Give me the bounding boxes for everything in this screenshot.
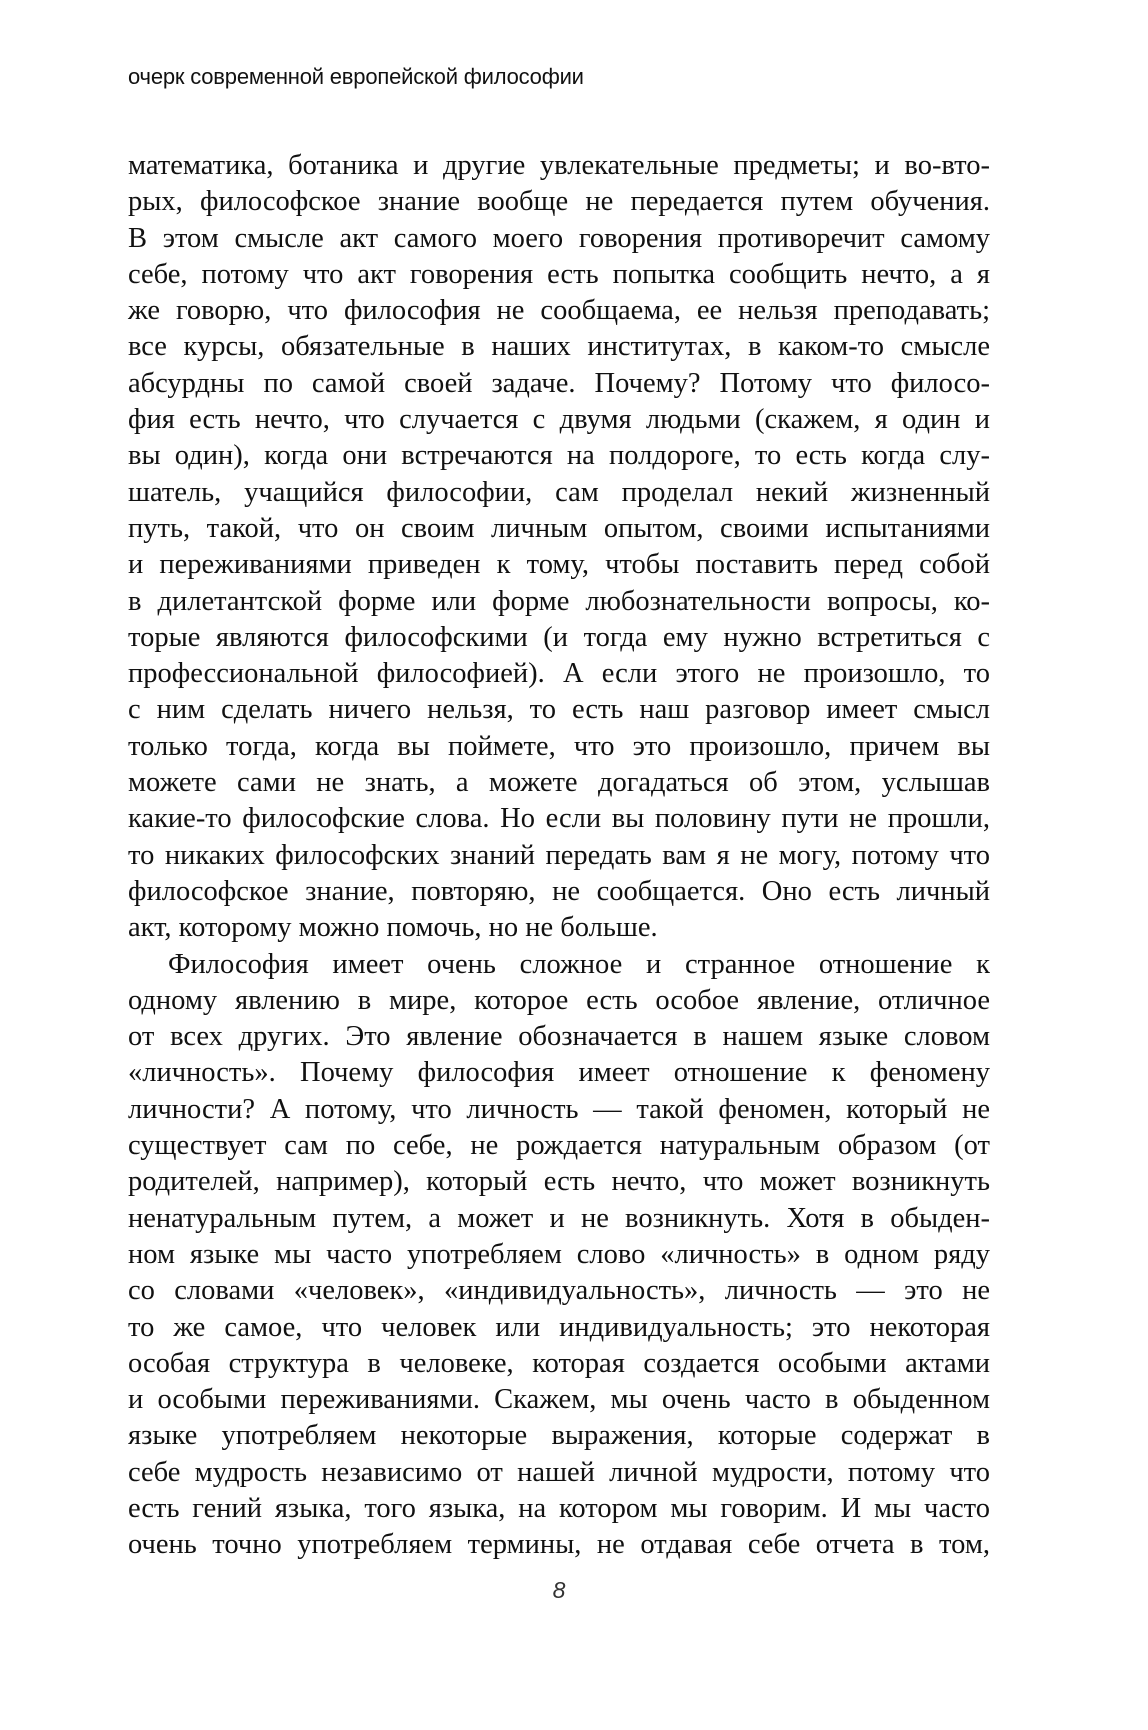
text-line: то никаких философских знаний передать вам я не могу, потому что <box>128 839 990 871</box>
paragraph-1 <box>128 148 990 947</box>
text-line: акт, которому можно помочь, но не больше. <box>128 912 658 944</box>
text-line: «личность». Почему философия имеет отношение к феномену <box>128 1057 990 1089</box>
running-head: очерк современной европейской философии <box>128 64 584 89</box>
text-line: и переживаниями приведен к тому, чтобы поставить перед собой <box>128 549 990 581</box>
text-line: то же самое, что человек или индивидуальность; это некоторая <box>128 1311 990 1343</box>
text-line: одному явлению в мире, которое есть особое явление, отличное <box>128 984 990 1016</box>
paragraph-2 <box>128 947 990 1564</box>
text-line: в дилетантской форме или форме любознательности вопросы, ко- <box>128 585 990 617</box>
text-line: себе мудрость независимо от нашей личной мудрости, потому что <box>128 1456 990 1488</box>
text-line: ненатуральным путем, а может и не возникнуть. Хотя в обыден- <box>128 1202 990 1234</box>
text-line: личности? А потому, что личность — такой феномен, который не <box>128 1093 990 1125</box>
text-line: существует сам по себе, не рождается натуральным образом (от <box>128 1130 990 1162</box>
text-line: можете сами не знать, а можете догадаться об этом, услышав <box>128 767 990 799</box>
text-line: философское знание, повторяю, не сообщается. Оно есть личный <box>128 875 990 907</box>
text-line: абсурдны по самой своей задаче. Почему? Потому что филосо- <box>128 367 990 399</box>
text-line: математика, ботаника и другие увлекательные предметы; и во-вто- <box>128 150 990 181</box>
text-line: же говорю, что философия не сообщаема, ее нельзя преподавать; <box>128 295 990 327</box>
text-line: рых, философское знание вообще не передается путем обучения. <box>128 186 990 218</box>
text-line: со словами «человек», «индивидуальность», личность — это не <box>128 1275 990 1307</box>
text-line: особая структура в человеке, которая создается особыми актами <box>128 1347 990 1379</box>
text-line: и особыми переживаниями. Скажем, мы очень часто в обыденном <box>128 1384 990 1416</box>
text-line: от всех других. Это явление обозначается в нашем языке словом <box>128 1021 990 1053</box>
text-line: языке употребляем некоторые выражения, которые содержат в <box>128 1420 990 1452</box>
text-line: какие-то философские слова. Но если вы половину пути не прошли, <box>128 803 990 835</box>
text-line: фия есть нечто, что случается с двумя людьми (скажем, я один и <box>128 404 990 436</box>
text-line: ном языке мы часто употребляем слово «личность» в одном ряду <box>128 1238 990 1270</box>
text-line: Философия имеет очень сложное и странное отношение к <box>168 948 990 980</box>
text-line: путь, такой, что он своим личным опытом, своими испытаниями <box>128 512 990 544</box>
page-number: 8 <box>552 1577 566 1603</box>
text-line: вы один), когда они встречаются на полдороге, то есть когда слу- <box>128 440 990 472</box>
text-line: с ним сделать ничего нельзя, то есть наш разговор имеет смысл <box>128 694 990 726</box>
text-line: профессиональной философией). А если этого не произошло, то <box>128 658 990 690</box>
text-line: торые являются философскими (и тогда ему нужно встретиться с <box>128 621 990 653</box>
text-line: очень точно употребляем термины, не отдавая себе отчета в том, <box>128 1529 990 1561</box>
text-line: В этом смысле акт самого моего говорения противоречит самому <box>128 222 990 254</box>
body-text <box>128 148 990 1564</box>
text-line: шатель, учащийся философии, сам проделал некий жизненный <box>128 476 990 508</box>
text-line: только тогда, когда вы поймете, что это произошло, причем вы <box>128 730 990 762</box>
text-line: все курсы, обязательные в наших институтах, в каком-то смысле <box>128 331 990 363</box>
text-line: себе, потому что акт говорения есть попытка сообщить нечто, а я <box>128 258 990 290</box>
text-line: есть гений языка, того языка, на котором мы говорим. И мы часто <box>128 1492 990 1524</box>
text-line: родителей, например), который есть нечто, что может возникнуть <box>128 1166 990 1198</box>
